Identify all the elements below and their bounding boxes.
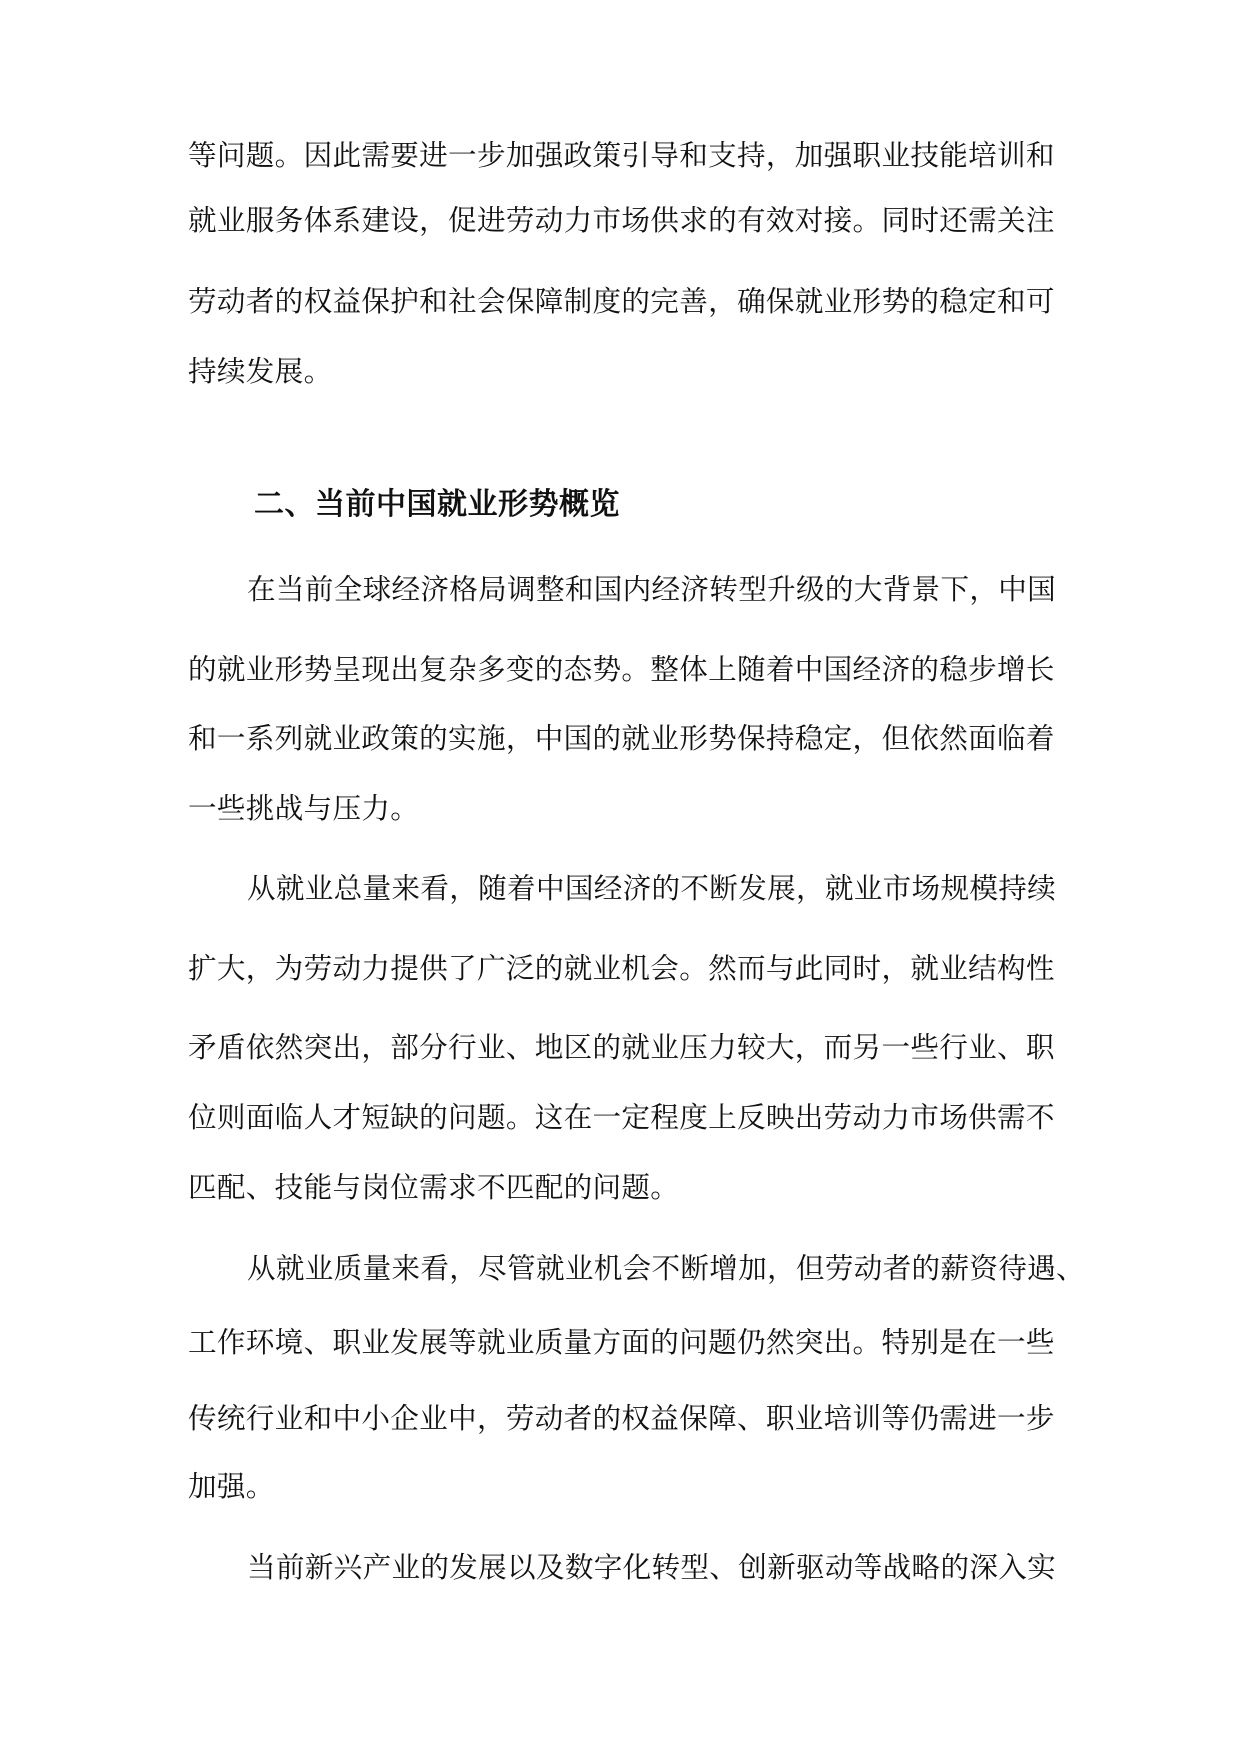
paragraph-line: 就业服务体系建设，促进劳动力市场供求的有效对接。同时还需关注	[188, 203, 1055, 237]
section-heading: 二、当前中国就业形势概览	[254, 487, 620, 522]
paragraph-line: 等问题。因此需要进一步加强政策引导和支持，加强职业技能培训和	[188, 138, 1055, 172]
paragraph-line: 和一系列就业政策的实施，中国的就业形势保持稳定，但依然面临着	[188, 721, 1055, 755]
paragraph-line: 扩大，为劳动力提供了广泛的就业机会。然而与此同时，就业结构性	[188, 951, 1055, 985]
paragraph-line: 位则面临人才短缺的问题。这在一定程度上反映出劳动力市场供需不	[188, 1100, 1055, 1134]
paragraph-line: 持续发展。	[188, 354, 333, 388]
paragraph-line: 矛盾依然突出，部分行业、地区的就业压力较大，而另一些行业、职	[188, 1030, 1055, 1064]
paragraph-line: 当前新兴产业的发展以及数字化转型、创新驱动等战略的深入实	[247, 1550, 1057, 1584]
paragraph-line: 工作环境、职业发展等就业质量方面的问题仍然突出。特别是在一些	[188, 1325, 1055, 1359]
paragraph-line: 从就业总量来看，随着中国经济的不断发展，就业市场规模持续	[247, 871, 1057, 905]
paragraph-line: 匹配、技能与岗位需求不匹配的问题。	[188, 1170, 680, 1204]
paragraph-line: 的就业形势呈现出复杂多变的态势。整体上随着中国经济的稳步增长	[188, 652, 1055, 686]
paragraph-line: 加强。	[188, 1469, 275, 1503]
paragraph-line: 传统行业和中小企业中，劳动者的权益保障、职业培训等仍需进一步	[188, 1401, 1055, 1435]
paragraph-line: 一些挑战与压力。	[188, 791, 420, 825]
paragraph-line: 从就业质量来看，尽管就业机会不断增加，但劳动者的薪资待遇、	[247, 1251, 1085, 1285]
paragraph-line: 在当前全球经济格局调整和国内经济转型升级的大背景下，中国	[247, 572, 1057, 606]
paragraph-line: 劳动者的权益保护和社会保障制度的完善，确保就业形势的稳定和可	[188, 284, 1055, 318]
